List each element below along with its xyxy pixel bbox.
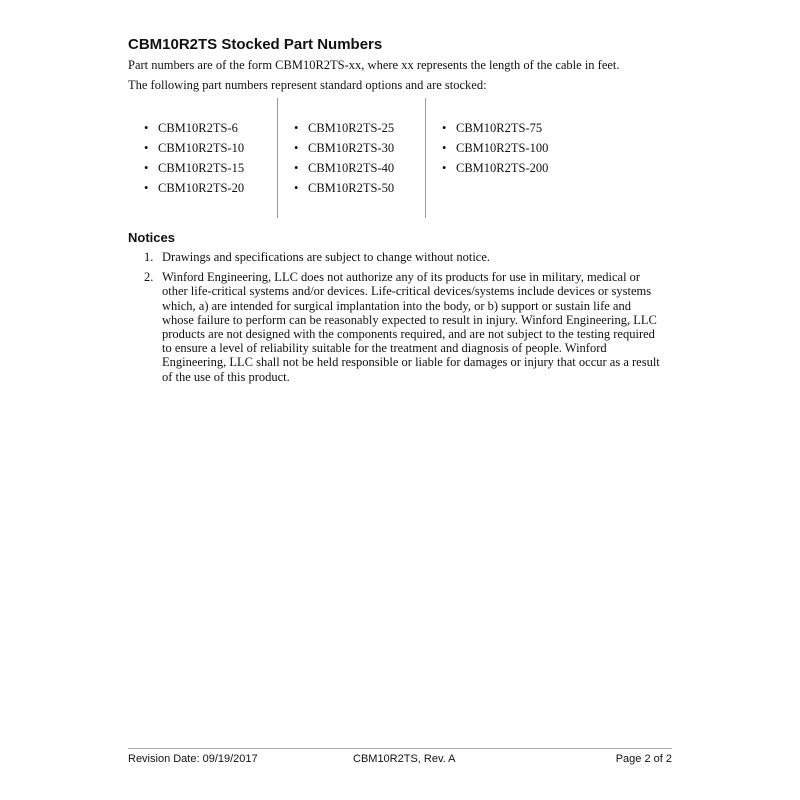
- part-number-item: [294, 141, 394, 161]
- column-divider: [277, 98, 278, 218]
- part-number-item: [442, 141, 548, 161]
- footer-divider: [128, 748, 672, 749]
- part-column-1: [144, 121, 244, 201]
- column-divider: [425, 98, 426, 218]
- notice-item: [144, 250, 662, 264]
- part-number-item: [294, 161, 394, 181]
- part-number: CBM10R2TS-10: [158, 141, 245, 155]
- part-number-item: [442, 121, 548, 141]
- part-number-item: [144, 161, 244, 181]
- part-number: CBM10R2TS-75: [456, 121, 543, 135]
- part-column-2: [294, 121, 394, 201]
- bullet-icon: •: [144, 121, 149, 135]
- bullet-icon: •: [294, 141, 299, 155]
- part-number: CBM10R2TS-6: [158, 121, 238, 135]
- notice-text: Winford Engineering, LLC does not authorize any of its products for use in military, medical or other life-critical systems and/or devices. Life-critical devices/systems include devices or systems which, a) are intended for surgical implantation into the body, or b) support or sustain life and whose failure to perform can be reasonably expected to result in injury. Winford Engineering, LLC products are not designed with the components required, and are not subject to the testing required to ensure a level of reliability suitable for the treatment and diagnosis of people. Winford Engineering, LLC shall not be held responsible or liable for damages or injury that occur as a result of the use of this product.: [162, 270, 660, 384]
- footer-document-id: CBM10R2TS, Rev. A: [353, 753, 456, 765]
- part-number: CBM10R2TS-30: [308, 141, 395, 155]
- bullet-icon: •: [442, 121, 447, 135]
- part-number-item: [144, 181, 244, 201]
- part-number: CBM10R2TS-20: [158, 181, 245, 195]
- part-number-item: [442, 161, 548, 181]
- part-number: CBM10R2TS-200: [456, 161, 549, 175]
- bullet-icon: •: [144, 161, 149, 175]
- part-column-3: [442, 121, 548, 181]
- part-number: CBM10R2TS-40: [308, 161, 395, 175]
- part-number: CBM10R2TS-25: [308, 121, 395, 135]
- part-number-item: [144, 121, 244, 141]
- page-title: CBM10R2TS Stocked Part Numbers: [128, 36, 383, 53]
- notice-number: 2.: [144, 270, 154, 285]
- notices-heading: Notices: [128, 230, 175, 245]
- part-number-item: [144, 141, 244, 161]
- intro-line-2: The following part numbers represent standard options and are stocked:: [128, 78, 487, 92]
- notice-number: 1.: [144, 250, 154, 264]
- notice-item: [144, 270, 662, 384]
- intro-line-1: Part numbers are of the form CBM10R2TS-xx, where xx represents the length of the cable in feet.: [128, 58, 620, 72]
- bullet-icon: •: [442, 141, 447, 155]
- part-number-item: [294, 121, 394, 141]
- notices-list: [144, 250, 662, 390]
- bullet-icon: •: [294, 161, 299, 175]
- bullet-icon: •: [294, 121, 299, 135]
- bullet-icon: •: [294, 181, 299, 195]
- footer-page-number: Page 2 of 2: [615, 753, 672, 765]
- footer-revision-date: Revision Date: 09/19/2017: [128, 753, 258, 765]
- part-number: CBM10R2TS-50: [308, 181, 395, 195]
- part-number-item: [294, 181, 394, 201]
- bullet-icon: •: [442, 161, 447, 175]
- bullet-icon: •: [144, 181, 149, 195]
- bullet-icon: •: [144, 141, 149, 155]
- part-number: CBM10R2TS-15: [158, 161, 245, 175]
- part-number: CBM10R2TS-100: [456, 141, 549, 155]
- notice-text: Drawings and specifications are subject to change without notice.: [162, 250, 491, 264]
